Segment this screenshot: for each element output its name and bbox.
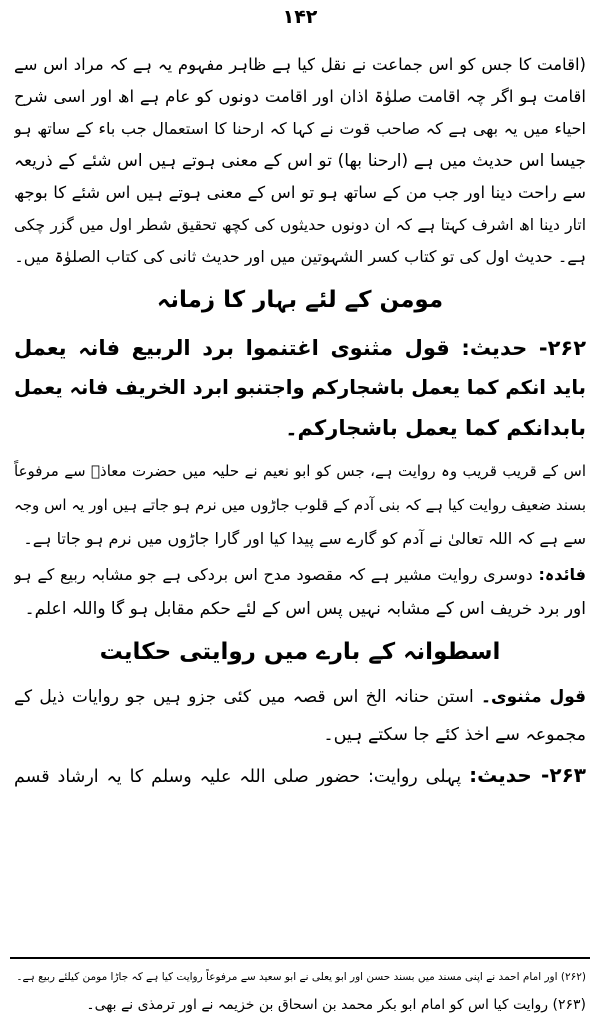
page-number: ۱۴۲ [282,6,318,28]
paragraph-line: ہے۔ حدیث اول کی تو کتاب کسر الشہوتین میں اور حدیث ثانی کی کتاب الصلوٰۃ میں۔ [14,247,586,266]
qaul-line [14,682,586,714]
hadith-262-text: اغتنموا برد الربیع فانہ یعمل [14,336,319,360]
paragraph-line: اتار دینا اھ اشرف کہتا ہے کہ ان دونوں حدیثوں کی کچھ تحقیق شطر اول میں گزر چکی [14,216,586,234]
section-heading: مومن کے لئے بہار کا زمانہ [156,287,444,313]
paragraph-line: احیاء میں یہ بھی ہے کہ صاحب قوت نے کہا کہ ارحنا کا استعمال جب باء کے ساتھ ہو [14,119,586,138]
faida-label: فائدہ: [538,565,586,584]
hadith-263-text: پہلی روایت: حضور صلی اللہ علیہ وسلم کا یہ ارشاد قسم [14,767,462,787]
paragraph-line: سے راحت دینا اور جب من کے ساتھ ہو تو اس کے معنی ہوتے ہیں اس شئے کا بوجھ [14,183,586,202]
footnote-divider [10,957,590,959]
hadith-262-line: بابدانکم کما یعمل باشجارکم۔ [285,416,586,440]
faida-text: دوسری روایت مشیر ہے کہ مقصود مدح اس بردکی ہے جو مشابہ ربیع کے ہو [14,565,533,584]
faida-line [14,560,586,592]
hadith-262-line: باید انکم کما یعمل باشجارکم واجتنبو ابرد الخریف فانہ یعمل [14,376,586,399]
paragraph-line: (اقامت کا جس کو اس جماعت نے نقل کیا ہے ظاہر مفہوم یہ ہے کہ مراد اس سے [14,55,586,74]
paragraph-line: جیسا اس حدیث میں ہے (ارحنا بھا) تو اس کے معنی ہوتے ہیں اس شئے کے ذریعہ [14,151,586,171]
hadith-263-line [14,760,586,792]
faida-line: اور برد خریف اس کے مشابہ نہیں پس اس کے لئے حکم مقابل ہو گا واللہ اعلم۔ [24,599,586,619]
qaul-line: مجموعہ سے اخذ کئے جا سکتے ہیں۔ [323,725,586,745]
hadith-263-lead: ۲۶۳- حدیث: [469,763,586,787]
qaul-label: قول مثنوی۔ [481,687,586,707]
footnote: (۲۶۳) روایت کیا اس کو امام ابو بکر محمد بن اسحاق بن خزیمہ نے اور ترمذی نے بھی۔ [86,997,586,1013]
paragraph-line: اقامت ہو اگر چہ اقامت صلوٰۃ اذان اور اقامت دونوں کو عام ہے اھ اور اسی شرح [14,87,586,106]
hadith-262-line [14,330,586,368]
hadith-262-lead: ۲۶۲- حدیث: قول مثنوی [330,336,586,360]
footnote: (۲۶۲) اور امام احمد نے اپنی مسند میں بسند حسن اور ابو یعلی نے ابو سعید سے مرفوعاً روایت کیا ہے کہ جاڑا مومن کیلئے ربیع ہے۔ [16,971,586,983]
paragraph-line: بسند ضعیف روایت کیا ہے کہ بنی آدم کے قلوب جاڑوں میں نرم ہو جاتے ہیں اور یہ اس وجہ [14,496,586,514]
paragraph-line: سے ہے کہ اللہ تعالیٰ نے آدم کو گارے سے پیدا کیا اور گارا جاڑوں میں نرم ہو جاتا ہے۔ [23,529,586,548]
qaul-text: استن حنانہ الخ اس قصہ میں کئی جزو ہیں جو روایات ذیل کے [14,687,474,707]
paragraph-line: اس کے قریب قریب وہ روایت ہے، جس کو ابو نعیم نے حلیہ میں حضرت معاذؓ سے مرفوعاً [14,462,586,480]
section-heading: اسطوانہ کے بارے میں روایتی حکایت [99,639,501,665]
